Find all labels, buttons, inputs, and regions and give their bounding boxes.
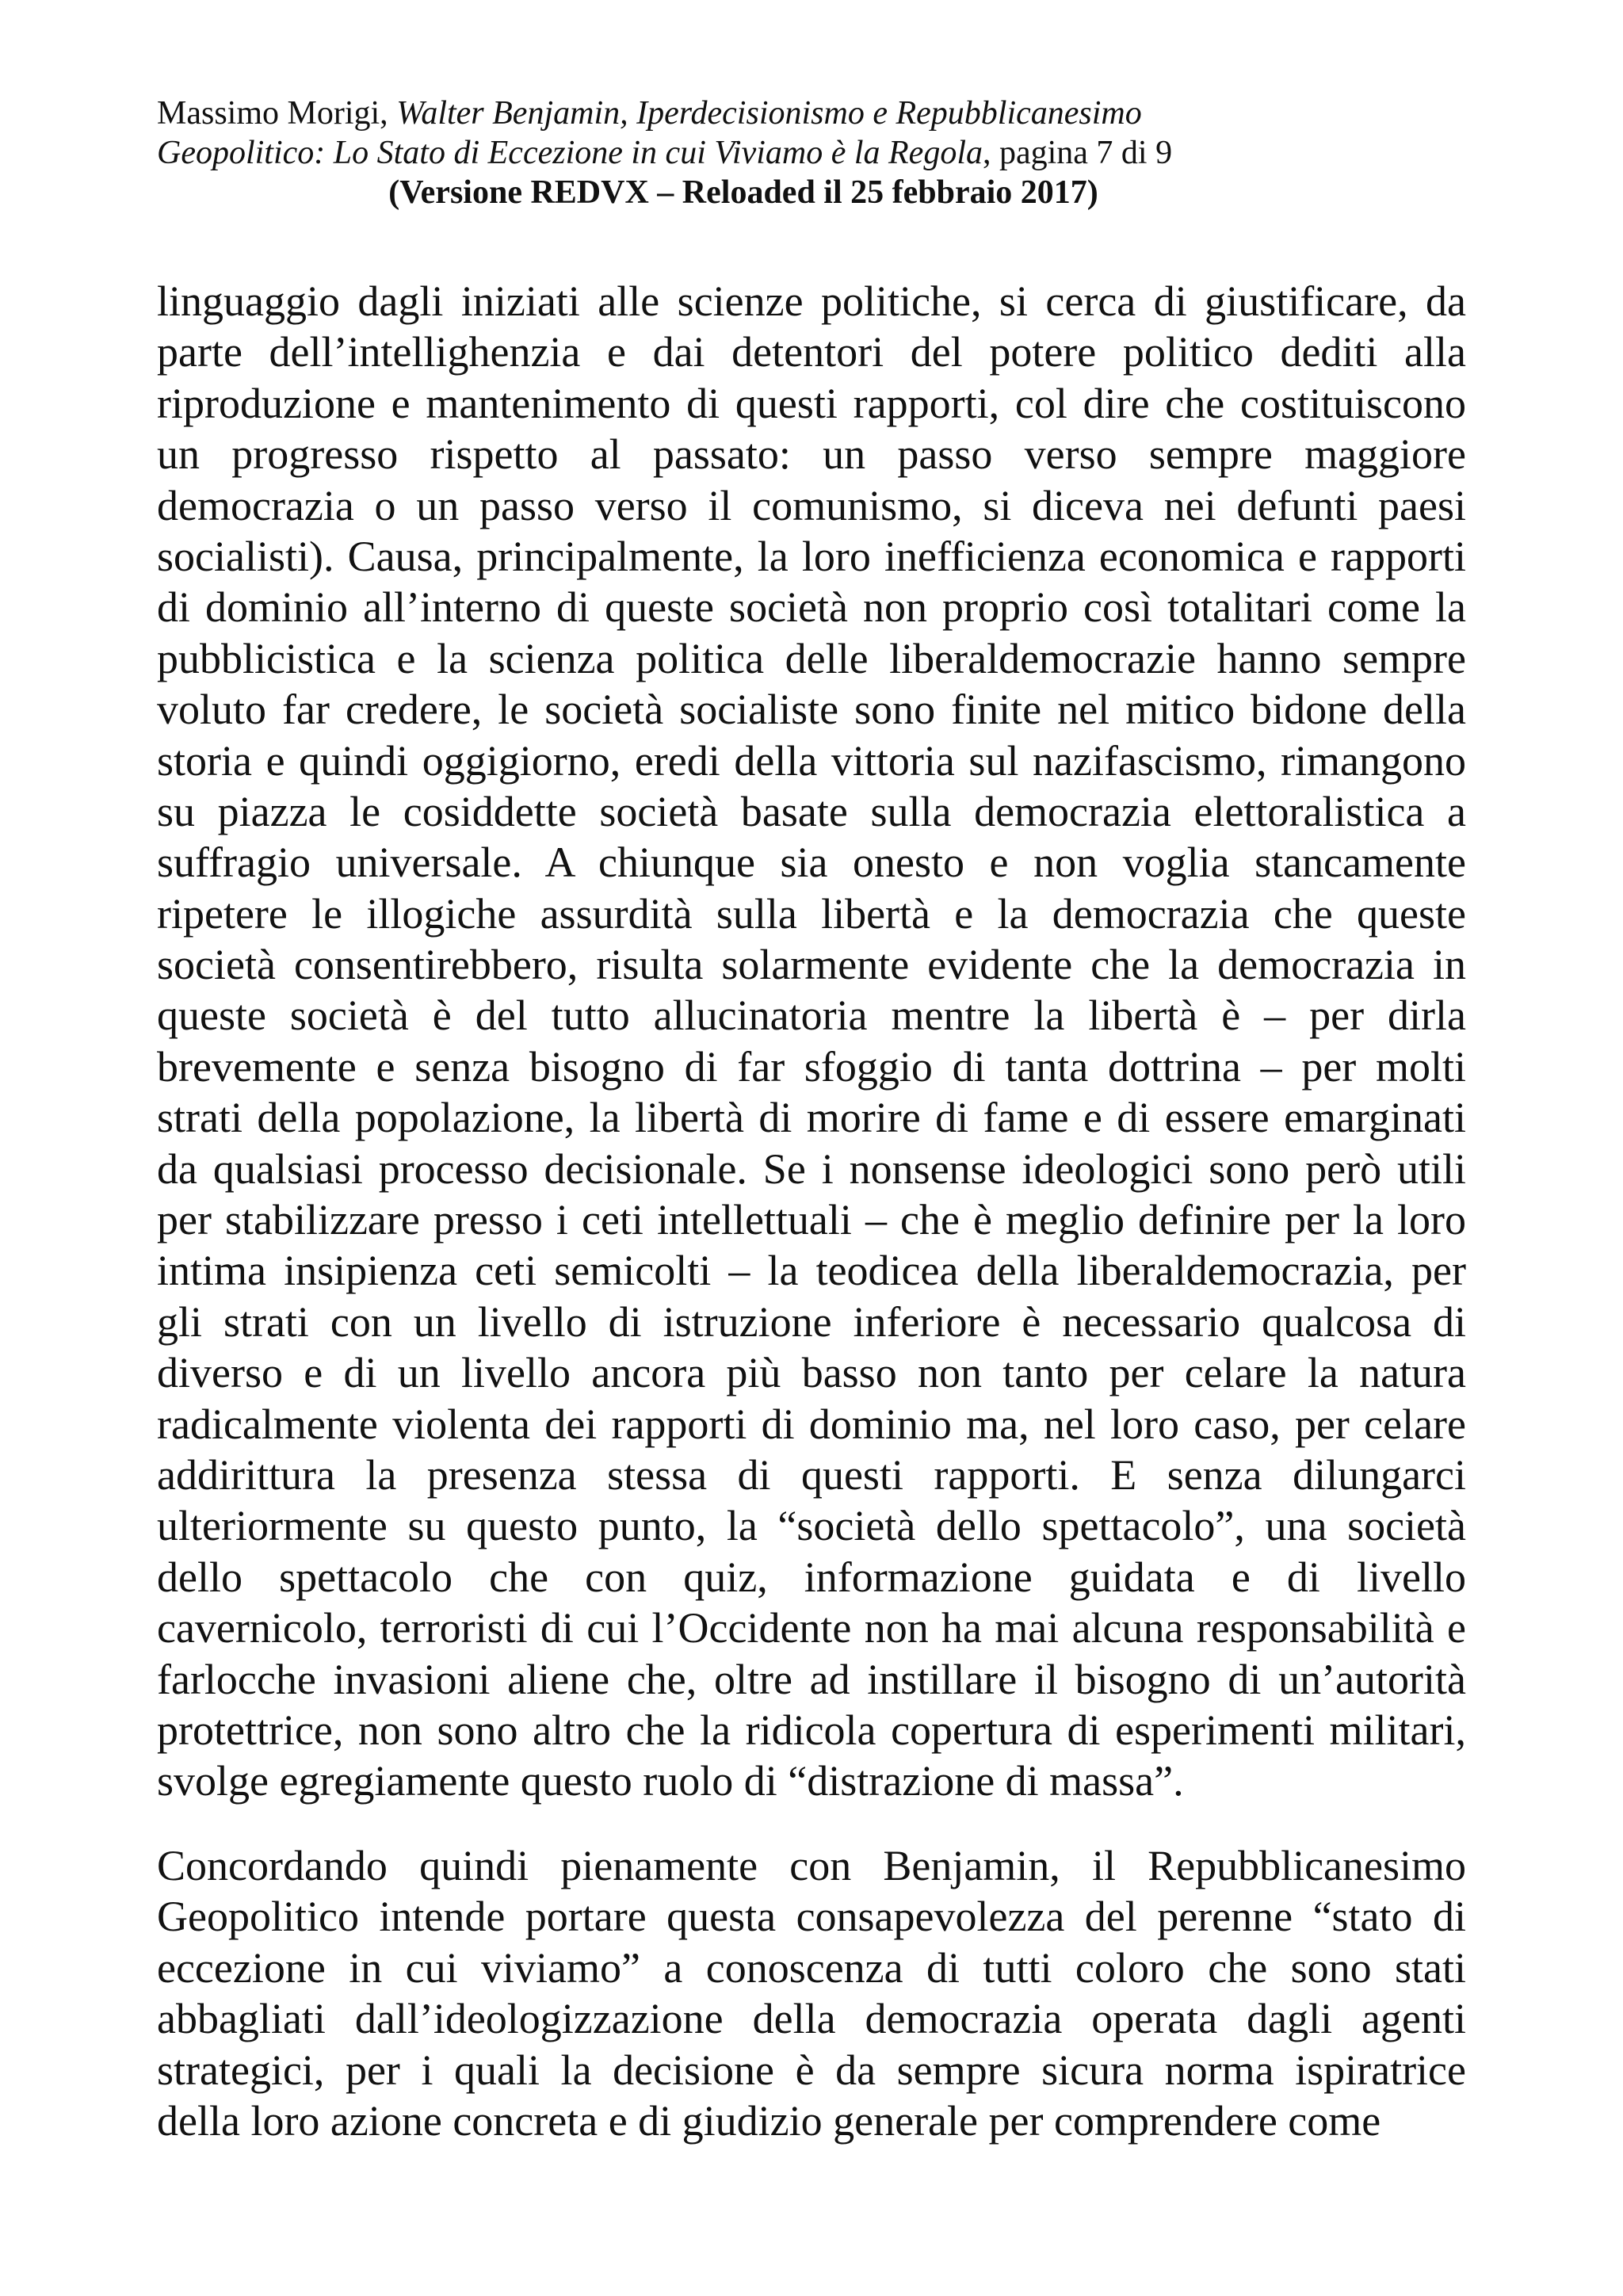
text-line: su piazza le cosiddette società basate sulla democrazia elettoralistica a <box>157 787 1466 835</box>
text-line: queste società è del tutto allucinatoria mentre la libertà è – per dirla <box>157 991 1466 1040</box>
text-line: della loro azione concreta e di giudizio generale per comprendere come <box>157 2096 1381 2145</box>
header-line-1 <box>157 94 1330 133</box>
text-line: da qualsiasi processo decisionale. Se i nonsense ideologici sono però utili <box>157 1144 1466 1193</box>
text-line: ripetere le illogiche assurdità sulla libertà e la democrazia che queste <box>157 889 1466 938</box>
text-line: socialisti). Causa, principalmente, la loro inefficienza economica e rapporti <box>157 532 1466 580</box>
header-line-2 <box>157 133 1330 173</box>
text-line: strati della popolazione, la libertà di morire di fame e di essere emarginati <box>157 1094 1466 1142</box>
text-line: abbagliati dall’ideologizzazione della democrazia operata dagli agenti <box>157 1995 1466 2043</box>
text-line: addirittura la presenza stessa di questi rapporti. E senza dilungarci <box>157 1450 1466 1499</box>
text-line: svolge egregiamente questo ruolo di “distrazione di massa”. <box>157 1757 1184 1805</box>
text-line: democrazia o un passo verso il comunismo, si diceva nei defunti paesi <box>157 481 1466 529</box>
paragraph-2 <box>157 1840 1466 2146</box>
text-line: ulteriormente su questo punto, la “società dello spettacolo”, una società <box>157 1502 1466 1550</box>
text-line: strategici, per i quali la decisione è da sempre sicura norma ispiratrice <box>157 2046 1466 2094</box>
text-line: società consentirebbero, risulta solarmente evidente che la democrazia in <box>157 941 1466 989</box>
text-line: dello spettacolo che con quiz, informazione guidata e di livello <box>157 1553 1466 1601</box>
text-line: suffragio universale. A chiunque sia onesto e non voglia stancamente <box>157 839 1466 887</box>
text-line: brevemente e senza bisogno di far sfoggio di tanta dottrina – per molti <box>157 1042 1466 1091</box>
text-line: eccezione in cui viviamo” a conoscenza di tutti coloro che sono stati <box>157 1943 1466 1992</box>
header-title-part2: Geopolitico: Lo Stato di Eccezione in cui Viviamo è la Regola <box>157 135 983 171</box>
text-line: Geopolitico intende portare questa consapevolezza del perenne “stato di <box>157 1893 1466 1941</box>
text-line: Concordando quindi pienamente con Benjamin, il Repubblicanesimo <box>157 1842 1466 1889</box>
text-line: linguaggio dagli iniziati alle scienze politiche, si cerca di giustificare, da <box>157 277 1466 325</box>
text-line: diverso e di un livello ancora più basso non tanto per celare la natura <box>157 1349 1466 1397</box>
header-page-info: , pagina 7 di 9 <box>982 135 1173 171</box>
paragraph-1 <box>157 276 1466 1807</box>
text-line: cavernicolo, terroristi di cui l’Occidente non ha mai alcuna responsabilità e <box>157 1604 1466 1652</box>
header-author: Massimo Morigi, <box>157 95 397 132</box>
text-line: pubblicistica e la scienza politica delle liberaldemocrazie hanno sempre <box>157 634 1466 682</box>
text-line: intima insipienza ceti semicolti – la teodicea della liberaldemocrazia, per <box>157 1247 1466 1295</box>
text-line: voluto far credere, le società socialiste sono finite nel mitico bidone della <box>157 686 1466 734</box>
page-header <box>157 94 1330 212</box>
header-title-part1: Walter Benjamin, Iperdecisionismo e Repubblicanesimo <box>396 95 1142 132</box>
text-line: di dominio all’interno di queste società non proprio così totalitari come la <box>157 583 1466 632</box>
header-version: (Versione REDVX – Reloaded il 25 febbraio 2017) <box>388 174 1098 211</box>
text-line: radicalmente violenta dei rapporti di dominio ma, nel loro caso, per celare <box>157 1400 1466 1448</box>
text-line: gli strati con un livello di istruzione inferiore è necessario qualcosa di <box>157 1297 1466 1346</box>
text-line: per stabilizzare presso i ceti intellettuali – che è meglio definire per la loro <box>157 1196 1466 1244</box>
text-line: farlocche invasioni aliene che, oltre ad instillare il bisogno di un’autorità <box>157 1655 1466 1703</box>
text-line: storia e quindi oggigiorno, eredi della vittoria sul nazifascismo, rimangono <box>157 736 1466 785</box>
text-line: protettrice, non sono altro che la ridicola copertura di esperimenti militari, <box>157 1706 1466 1754</box>
text-line: parte dell’intellighenzia e dai detentori del potere politico dediti alla <box>157 328 1466 376</box>
text-line: riproduzione e mantenimento di questi rapporti, col dire che costituiscono <box>157 379 1466 427</box>
text-line: un progresso rispetto al passato: un passo verso sempre maggiore <box>157 430 1466 479</box>
